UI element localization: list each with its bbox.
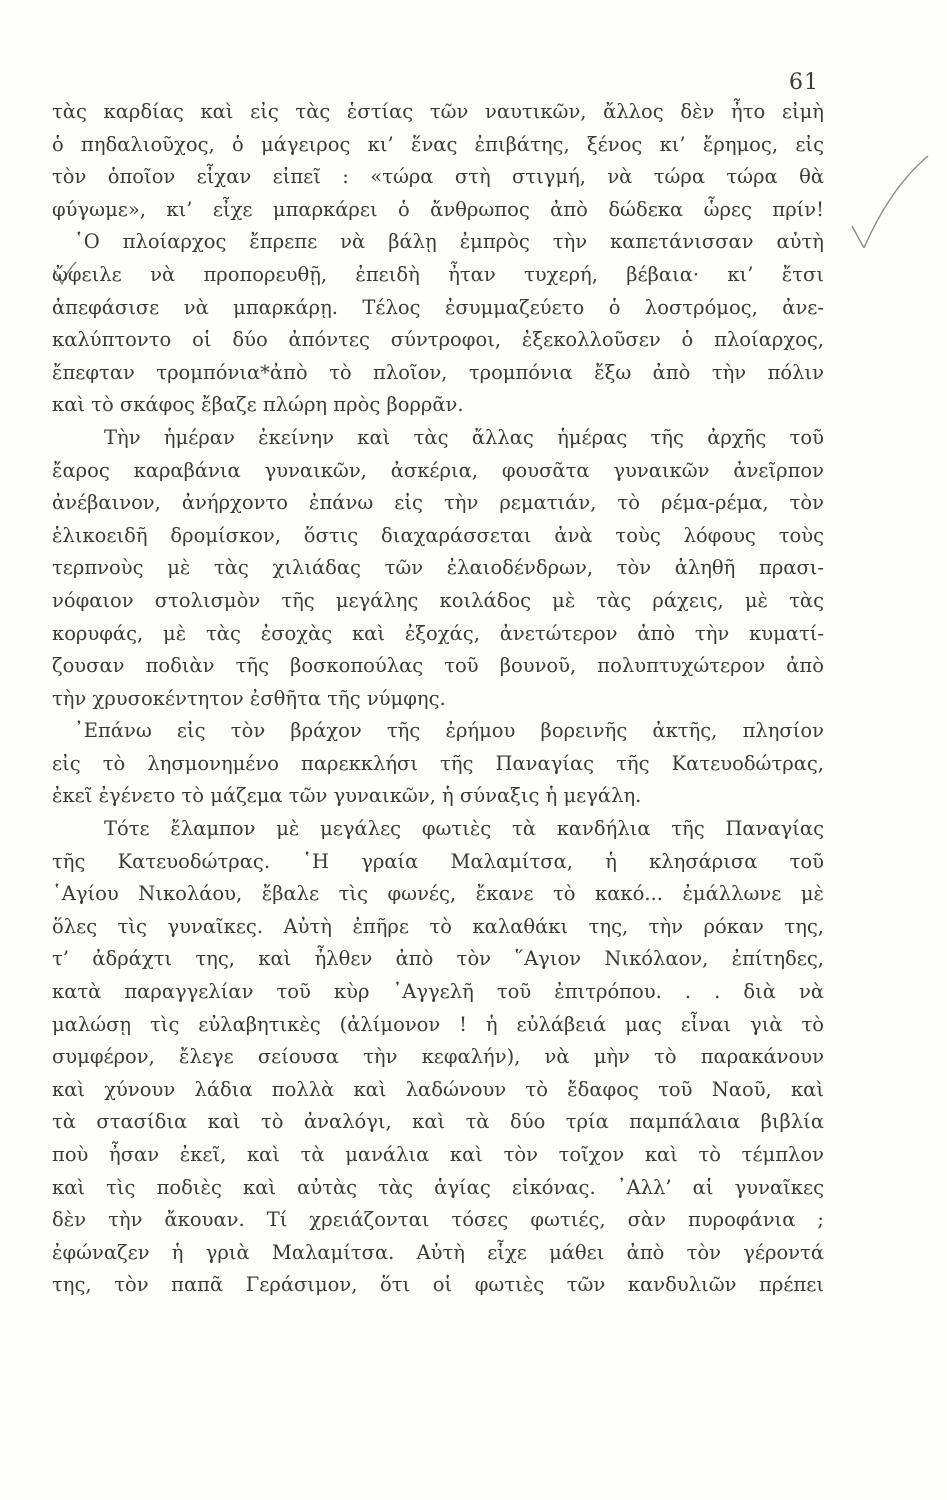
text-line: φύγωμε», κι’ εἶχε μπαρκάρει ὁ ἄνθρωπος ἀπὸ δώδεκα ὧρες πρίν! [52,197,824,221]
text-line: καὶ τὶς ποδιὲς καὶ αὐτὰς τὰς ἁγίας εἰκόνας. ᾿Αλλ’ αἱ γυναῖκες [52,1175,824,1199]
text-line: δὲν τὴν ἄκουαν. Τί χρειάζονται τόσες φωτιές, σὰν πυροφάνια ; [52,1208,824,1232]
text-line: τὰ στασίδια καὶ τὸ ἀναλόγι, καὶ τὰ δύο τρία παμπάλαια βιβλία [52,1110,824,1134]
text-line: τῆς Κατευοδώτρας. ῾Η γραία Μαλαμίτσα, ἡ κλησάρισα τοῦ [52,849,824,873]
text-line: ᾿Επάνω εἰς τὸν βράχον τῆς ἐρήμου βορεινῆς ἀκτῆς, πλησίον [74,719,824,743]
text-line: καὶ χύνουν λάδια πολλὰ καὶ λαδώνουν τὸ ἔδαφος τοῦ Ναοῦ, καὶ [52,1077,824,1101]
text-line: ἑλικοειδῆ δρομίσκον, ὅστις διαχαράσσεται ἀνὰ τοὺς λόφους τοὺς [52,523,824,547]
text-line: ζουσαν ποδιὰν τῆς βοσκοπούλας τοῦ βουνοῦ, πολυπτυχώτερον ἀπὸ [52,654,824,678]
text-line: ὁ πηδαλιοῦχος, ὁ μάγειρος κι’ ἕνας ἐπιβάτης, ξένος κι’ ἔρημος, εἰς [52,132,824,156]
text-line: ἔαρος καραβάνια γυναικῶν, ἀσκέρια, φουσᾶτα γυναικῶν ἀνεῖρπον [52,458,824,482]
text-line: ῾Αγίου Νικολάου, ἔβαλε τὶς φωνές, ἔκανε τὸ κακό... ἐμάλλωνε μὲ [52,882,824,906]
text-line: ἐκεῖ ἐγένετο τὸ μάζεμα τῶν γυναικῶν, ἡ σύναξις ἡ μεγάλη. [52,784,642,808]
pencil-checkmark-icon [850,148,930,248]
body-text [52,96,824,1302]
text-line: ῾Ο πλοίαρχος ἔπρεπε νὰ βάλῃ ἐμπρὸς τὴν καπετάνισσαν αὐτὴ [74,230,824,254]
text-line: τ’ ἀδράχτι της, καὶ ἦλθεν ἀπὸ τὸν ῞Αγιον Νικόλαον, ἐπίτηδες, [52,947,824,971]
text-line: Τότε ἔλαμπον μὲ μεγάλες φωτιὲς τὰ κανδήλια τῆς Παναγίας [104,817,824,841]
text-line: ὤφειλε νὰ προπορευθῇ, ἐπειδὴ ἦταν τυχερή, βέβαια· κι’ ἔτσι [52,262,824,286]
text-line: κατὰ παραγγελίαν τοῦ κὺρ ᾿Αγγελῆ τοῦ ἐπιτρόπου. . . διὰ νὰ [52,980,824,1004]
text-line: καὶ τὸ σκάφος ἔβαζε πλώρη πρὸς βορρᾶν. [52,393,464,417]
text-line: της, τὸν παπᾶ Γεράσιμον, ὅτι οἱ φωτιὲς τῶν κανδυλιῶν πρέπει [52,1273,824,1297]
text-line: τὴν χρυσοκέντητον ἐσθῆτα τῆς νύμφης. [52,686,446,710]
text-line: ἔπεφταν τρομπόνια*ἀπὸ τὸ πλοῖον, τρομπόνια ἔξω ἀπὸ τὴν πόλιν [52,360,824,384]
page-number: 61 [789,70,819,95]
text-line: ἀνέβαινον, ἀνήρχοντο ἐπάνω εἰς τὴν ρεματιάν, τὸ ρέμα-ρέμα, τὸν [52,491,824,515]
text-line: τὸν ὁποῖον εἶχαν εἰπεῖ : «τώρα στὴ στιγμή, νὰ τώρα τώρα θὰ [52,165,824,189]
text-line: νόφαιον στολισμὸν τῆς μεγάλης κοιλάδος μὲ τὰς ράχεις, μὲ τὰς [52,588,824,612]
text-line: τερπνοὺς μὲ τὰς χιλιάδας τῶν ἐλαιοδένδρων, τὸν ἀληθῆ πρασι- [52,556,824,580]
text-line: Τὴν ἡμέραν ἐκείνην καὶ τὰς ἄλλας ἡμέρας τῆς ἀρχῆς τοῦ [104,425,824,449]
text-line: ὅλες τὶς γυναῖκες. Αὐτὴ ἐπῆρε τὸ καλαθάκι της, τὴν ρόκαν της, [52,914,824,938]
text-line: τὰς καρδίας καὶ εἰς τὰς ἑστίας τῶν ναυτικῶν, ἄλλος δὲν ἦτο εἰμὴ [52,100,824,123]
text-line: ἐφώναζεν ἡ γριὰ Μαλαμίτσα. Αὐτὴ εἶχε μάθει ἀπὸ τὸν γέροντά [52,1240,824,1264]
text-line: μαλώσῃ τὶς εὐλαβητικὲς (ἀλίμονον ! ἡ εὐλάβειά μας εἶναι γιὰ τὸ [52,1012,824,1036]
text-line: συμφέρον, ἔλεγε σείουσα τὴν κεφαλήν), νὰ μὴν τὸ παρακάνουν [52,1045,824,1069]
text-line: ποὺ ἦσαν ἐκεῖ, καὶ τὰ μανάλια καὶ τὸν τοῖχον καὶ τὸ τέμπλον [52,1143,824,1166]
text-line: καλύπτοντο οἱ δύο ἀπόντες σύντροφοι, ἐξεκολλοῦσεν ὁ πλοίαρχος, [52,328,824,352]
text-line: ἀπεφάσισε νὰ μπαρκάρῃ. Τέλος ἐσυμμαζεύετο ὁ λοστρόμος, ἀνε- [52,295,824,319]
text-line: εἰς τὸ λησμονημένο παρεκκλήσι τῆς Παναγίας τῆς Κατευοδώτρας, [52,751,824,775]
text-line: κορυφάς, μὲ τὰς ἐσοχὰς καὶ ἐξοχάς, ἀνετώτερον ἀπὸ τὴν κυματί- [52,621,824,645]
